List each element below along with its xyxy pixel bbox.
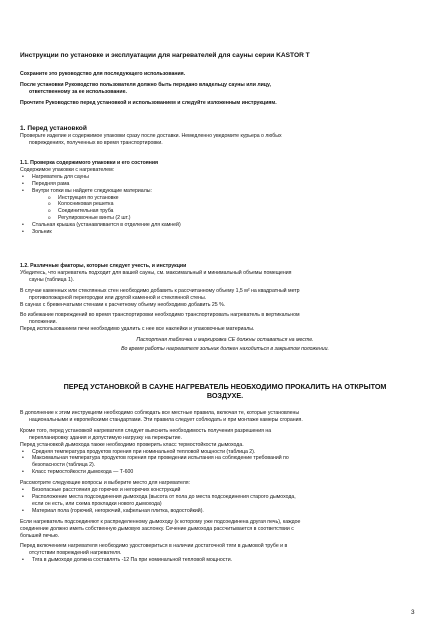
paragraph: противопожарной перегородки или другой каменной и стеклянной стены.: [29, 294, 207, 301]
intro-line-2b: ответственному за ее использование.: [29, 88, 127, 95]
page-number: 3: [411, 609, 415, 616]
list-item: • Стальная крышка (устанавливается в отделение для камней): [20, 222, 430, 229]
section-1-2: [20, 263, 430, 353]
paragraph: Если нагреватель подсоединяют к распределенному дымоходу (к которому уже подсоединена другая печь), каждое: [20, 518, 301, 525]
list-item: • Максимальная температура продуктов горения при проведении испытания на соблюдение требований по: [20, 455, 430, 462]
paragraph: соединение должно иметь собственную дымовую заслонку. Сечение дымохода рассчитывается в соответствии с: [20, 525, 294, 532]
draft-list: [20, 557, 430, 564]
paragraph: Перед установкой дымохода также необходимо проверить класс термостойкости дымохода.: [20, 441, 244, 448]
list-item: • Класс термостойкости дымохода — Т-600: [20, 469, 430, 476]
paragraph: перепланировку здания и допустимую нагрузку на перекрытие.: [29, 434, 182, 441]
list-item: o Регулировочные винты (2 шт.): [48, 215, 430, 222]
intro-line-1: Сохраните это руководство для последующего использования.: [20, 71, 186, 77]
paragraph: большей печью.: [20, 532, 60, 539]
list-item: o Соединительная труба: [48, 208, 430, 215]
package-contents-list: [20, 174, 430, 195]
section-1-heading: 1. Перед установкой: [20, 125, 87, 132]
paragraph: Во избежание повреждений во время транспортировки необходимо транспортировать нагреватель в вертикальном: [20, 312, 300, 319]
placement-list: [20, 487, 430, 501]
paragraph: отсутствии повреждений нагревателя.: [29, 550, 122, 557]
package-contents-lead: Содержимое упаковки с нагревателем:: [20, 166, 115, 173]
burn-in-warning: [60, 382, 390, 400]
list-item-continuation: если он есть, или схема прокладки нового дымохода): [32, 500, 162, 507]
paragraph: Кроме того, перед установкой нагревателя следует выяснить необходимость получения разрешения на: [20, 427, 272, 434]
paragraph: Убедитесь, что нагреватель подходит для вашей сауны, см. максимальный и минимальный объемы помещения: [20, 269, 292, 276]
intro-block: [20, 71, 430, 107]
paragraph: Перед использованием печи необходимо удалить с нее все наклейки и упаковочные материалы.: [20, 326, 255, 333]
list-item: • Безопасные расстояния до горючих и негорючих конструкций: [20, 487, 430, 494]
list-item: • Тяга в дымоходе должна составлять -12 Па при номинальной тепловой мощности.: [20, 557, 430, 564]
placement-list-end: [20, 508, 430, 515]
section-1-2-heading: 1.2. Различные факторы, которые следует учесть, и инструкции: [20, 263, 187, 269]
list-item: • Нагреватель для сауны: [20, 174, 430, 181]
section-1: [20, 126, 430, 147]
section-1-text-a: Проверьте изделие и содержимое упаковки сразу после доставки. Немедленно уведомите курьера о любых: [20, 132, 282, 139]
intro-line-2a: После установки Руководство пользователя должно быть передано владельцу сауны или лицу,: [20, 81, 271, 88]
nameplate-note: Паспортная табличка и маркировка CE должны оставаться на месте.: [136, 337, 314, 344]
warning-line-2: ВОЗДУХЕ.: [206, 391, 244, 400]
installation-requirements: [20, 410, 430, 564]
intro-line-3: Прочтите Руководство перед установкой и использованием и следуйте изложенным инструкциям.: [20, 99, 277, 106]
paragraph: сауны (таблица 1).: [29, 276, 74, 283]
list-item: • Средняя температура продуктов горения при номинальной тепловой мощности (таблица 2).: [20, 449, 430, 456]
ash-drawer-note: Во время работы нагревателя зольник должен находиться в закрытом положении.: [121, 346, 329, 353]
paragraph: В случае каменных или стеклянных стен необходимо добавить к рассчитанному объему 1,5 м² на квадратный метр: [20, 287, 300, 294]
paragraph: Рассмотрите следующие вопросы и выберите место для нагревателя:: [20, 480, 191, 487]
list-item-continuation: безопасности (таблица 2).: [32, 462, 96, 469]
temperature-list: [20, 449, 430, 463]
paragraph: В дополнение к этим инструкциям необходимо соблюдать все местные правила, включая те, которые установлены: [20, 410, 300, 416]
paragraph: национальными и европейскими стандартами. Эти правила следует соблюдать и при монтаже камеры сгорания.: [29, 416, 303, 423]
list-item: o Колосниковая решетка: [48, 201, 430, 208]
paragraph: положении.: [29, 319, 57, 326]
list-item: • Внутри топки вы найдете следующие материалы:: [20, 188, 430, 195]
temperature-list-end: [20, 469, 430, 476]
document-title: Инструкции по установке и эксплуатации для нагревателей для сауны серии KASTOR T: [20, 52, 310, 59]
paragraph: В саунах с бревенчатыми стенами к расчетному объему необходимо добавить 25 %.: [20, 301, 226, 308]
warning-line-1: ПЕРЕД УСТАНОВКОЙ В САУНЕ НАГРЕВАТЕЛЬ НЕОБХОДИМО ПРОКАЛИТЬ НА ОТКРЫТОМ: [63, 382, 387, 391]
list-item: • Передняя рама: [20, 181, 430, 188]
list-item: • Материал пола (горючий, негорючий, кафельная плитка, водостойкий).: [20, 508, 430, 515]
section-1-text-b: повреждениях, полученных во время транспортировки.: [29, 139, 163, 146]
section-1-1-heading: 1.1. Проверка содержимого упаковки и его состояния: [20, 160, 159, 166]
list-item: o Инструкция по установке: [48, 195, 430, 202]
package-contents-list-2: [20, 222, 430, 236]
paragraph: Перед включением нагревателя необходимо удостовериться в наличии достаточной тяги в дымовой трубе и в: [20, 543, 288, 550]
list-item: • Зольник: [20, 229, 430, 236]
firebox-materials-list: [20, 195, 430, 223]
section-1-1: [20, 160, 430, 236]
list-item: • Расположение места подсоединения дымохода (высота от пола до места подсоединения старого дымохода,: [20, 494, 430, 501]
